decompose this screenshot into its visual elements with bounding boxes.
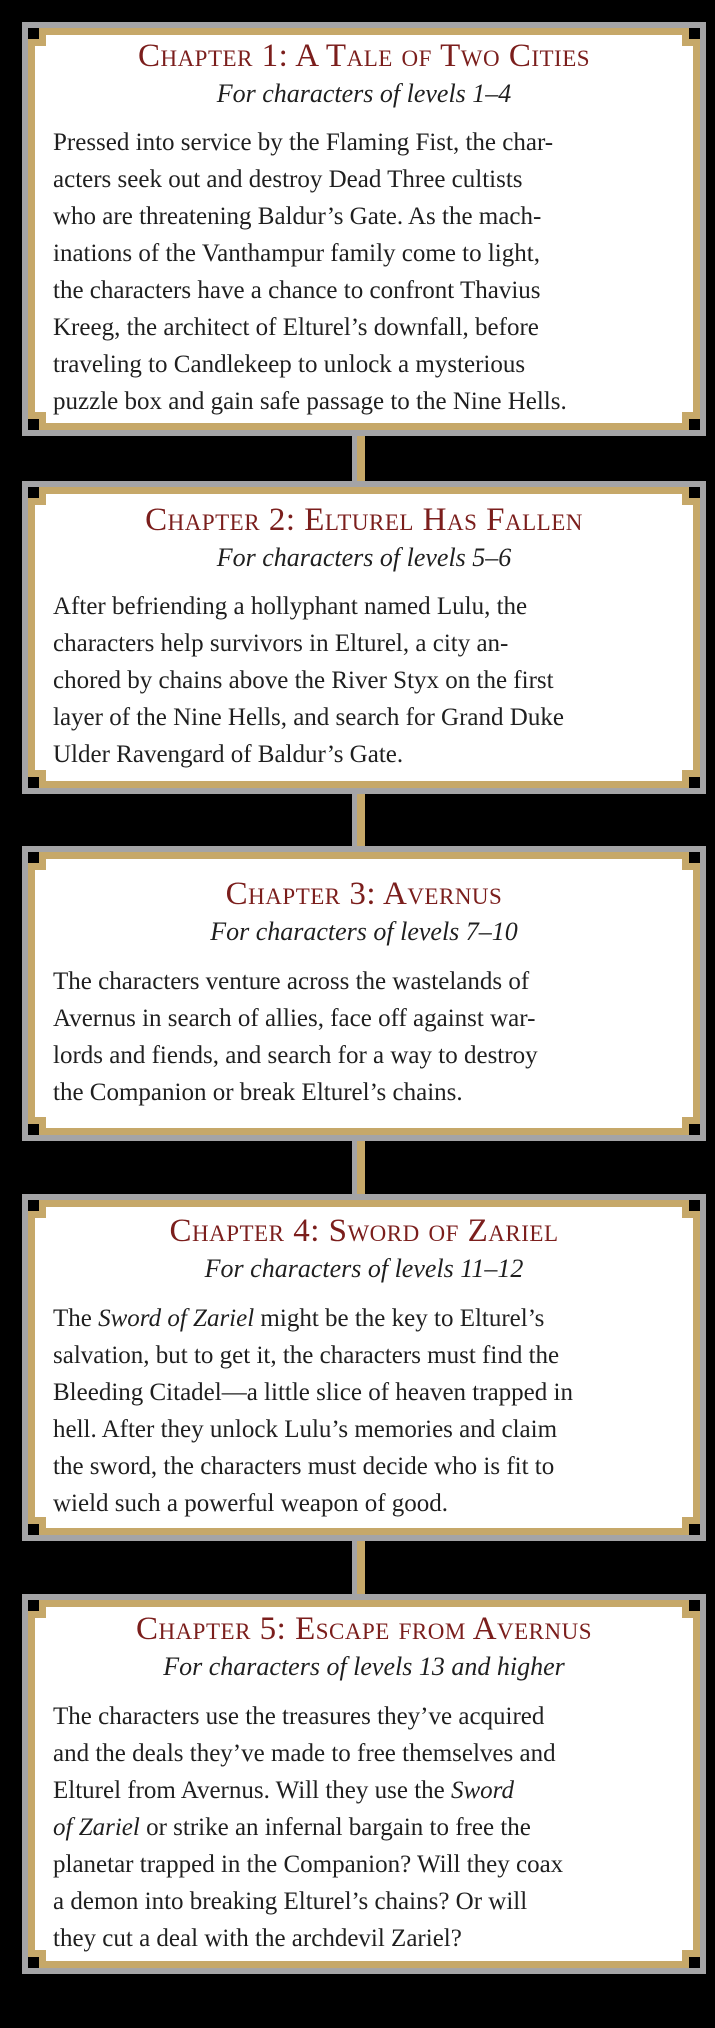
body-line: Avernus in search of allies, face off against war- xyxy=(53,1004,536,1032)
chapter-3-box xyxy=(28,852,700,1135)
body-line: who are threatening Baldur’s Gate. As the mach- xyxy=(53,203,542,231)
connector-line xyxy=(352,1135,365,1200)
corner-notch xyxy=(28,1600,46,1618)
chapter-2-title: Chapter 2: Elturel Has Fallen xyxy=(145,501,583,538)
body-line: Kreeg, the architect of Elturel’s downfall, before xyxy=(53,314,539,342)
body-line: Ulder Ravengard of Baldur’s Gate. xyxy=(53,741,404,769)
body-line: a demon into breaking Elturel’s chains? Or will xyxy=(53,1887,528,1915)
corner-notch xyxy=(28,487,46,505)
body-line: The characters venture across the wastelands of xyxy=(53,967,530,995)
corner-notch xyxy=(682,487,700,505)
corner-notch xyxy=(682,1200,700,1218)
body-line: wield such a powerful weapon of good. xyxy=(53,1489,449,1517)
chapter-3-summary xyxy=(49,963,679,1111)
body-line: layer of the Nine Hells, and search for Grand Duke xyxy=(53,704,564,732)
corner-notch xyxy=(28,1517,46,1535)
body-line: acters seek out and destroy Dead Three cultists xyxy=(53,166,523,194)
body-line: inations of the Vanthampur family come to light, xyxy=(53,240,540,268)
body-line: of Zariel or strike an infernal bargain to free the xyxy=(53,1813,531,1841)
chapter-5-summary xyxy=(49,1698,679,1957)
chapter-3-title: Chapter 3: Avernus xyxy=(225,876,503,913)
corner-notch xyxy=(682,28,700,46)
chapter-4-subtitle: For characters of levels 11–12 xyxy=(204,1254,524,1284)
chapter-2-subtitle: For characters of levels 5–6 xyxy=(216,542,512,572)
corner-notch xyxy=(28,412,46,430)
body-line: chored by chains above the River Styx on the first xyxy=(53,667,554,695)
corner-notch xyxy=(682,412,700,430)
body-line: salvation, but to get it, the characters must find the xyxy=(53,1341,560,1369)
chapter-flowchart xyxy=(0,28,715,2028)
body-line: hell. After they unlock Lulu’s memories and claim xyxy=(53,1415,558,1443)
body-line: lords and fiends, and search for a way to destroy xyxy=(53,1041,538,1069)
body-line: characters help survivors in Elturel, a city an- xyxy=(53,630,509,658)
corner-notch xyxy=(28,770,46,788)
body-line: Bleeding Citadel—a little slice of heaven trapped in xyxy=(53,1378,573,1406)
body-line: and the deals they’ve made to free themselves and xyxy=(53,1739,556,1767)
body-line: puzzle box and gain safe passage to the Nine Hells. xyxy=(53,388,567,416)
corner-notch xyxy=(682,1117,700,1135)
chapter-2-summary xyxy=(49,588,679,773)
connector-line xyxy=(352,430,365,487)
corner-notch xyxy=(28,1117,46,1135)
chapter-4-title: Chapter 4: Sword of Zariel xyxy=(169,1213,559,1250)
body-line: The characters use the treasures they’ve acquired xyxy=(53,1702,545,1730)
body-line: planetar trapped in the Companion? Will they coax xyxy=(53,1850,564,1878)
chapter-4-summary xyxy=(49,1300,679,1522)
connector-line xyxy=(352,788,365,852)
body-line: After befriending a hollyphant named Lulu, the xyxy=(53,593,528,621)
chapter-1-subtitle: For characters of levels 1–4 xyxy=(216,78,512,108)
corner-notch xyxy=(682,1950,700,1968)
chapter-4-box xyxy=(28,1200,700,1535)
corner-notch xyxy=(682,1600,700,1618)
chapter-1-box xyxy=(28,28,700,430)
chapter-3-subtitle: For characters of levels 7–10 xyxy=(210,917,518,947)
chapter-5-box xyxy=(28,1600,700,1968)
connector-line xyxy=(352,1535,365,1600)
corner-notch xyxy=(28,28,46,46)
body-line: Pressed into service by the Flaming Fist, the char- xyxy=(53,129,554,157)
body-line: the characters have a chance to confront Thavius xyxy=(53,277,541,305)
chapter-1-title: Chapter 1: A Tale of Two Cities xyxy=(137,37,591,74)
corner-notch xyxy=(28,852,46,870)
chapter-1-summary xyxy=(49,124,679,420)
corner-notch xyxy=(682,770,700,788)
corner-notch xyxy=(682,1517,700,1535)
body-line: the sword, the characters must decide who is fit to xyxy=(53,1452,555,1480)
chapter-2-box xyxy=(28,487,700,788)
body-line: traveling to Candlekeep to unlock a mysterious xyxy=(53,351,526,379)
body-line: they cut a deal with the archdevil Zariel? xyxy=(53,1924,462,1952)
body-line: The Sword of Zariel might be the key to Elturel’s xyxy=(53,1304,545,1332)
corner-notch xyxy=(28,1200,46,1218)
chapter-5-subtitle: For characters of levels 13 and higher xyxy=(163,1652,565,1682)
corner-notch xyxy=(682,852,700,870)
chapter-5-title: Chapter 5: Escape from Avernus xyxy=(135,1611,593,1648)
body-line: the Companion or break Elturel’s chains. xyxy=(53,1078,463,1106)
body-line: Elturel from Avernus. Will they use the Sword xyxy=(53,1776,514,1804)
corner-notch xyxy=(28,1950,46,1968)
